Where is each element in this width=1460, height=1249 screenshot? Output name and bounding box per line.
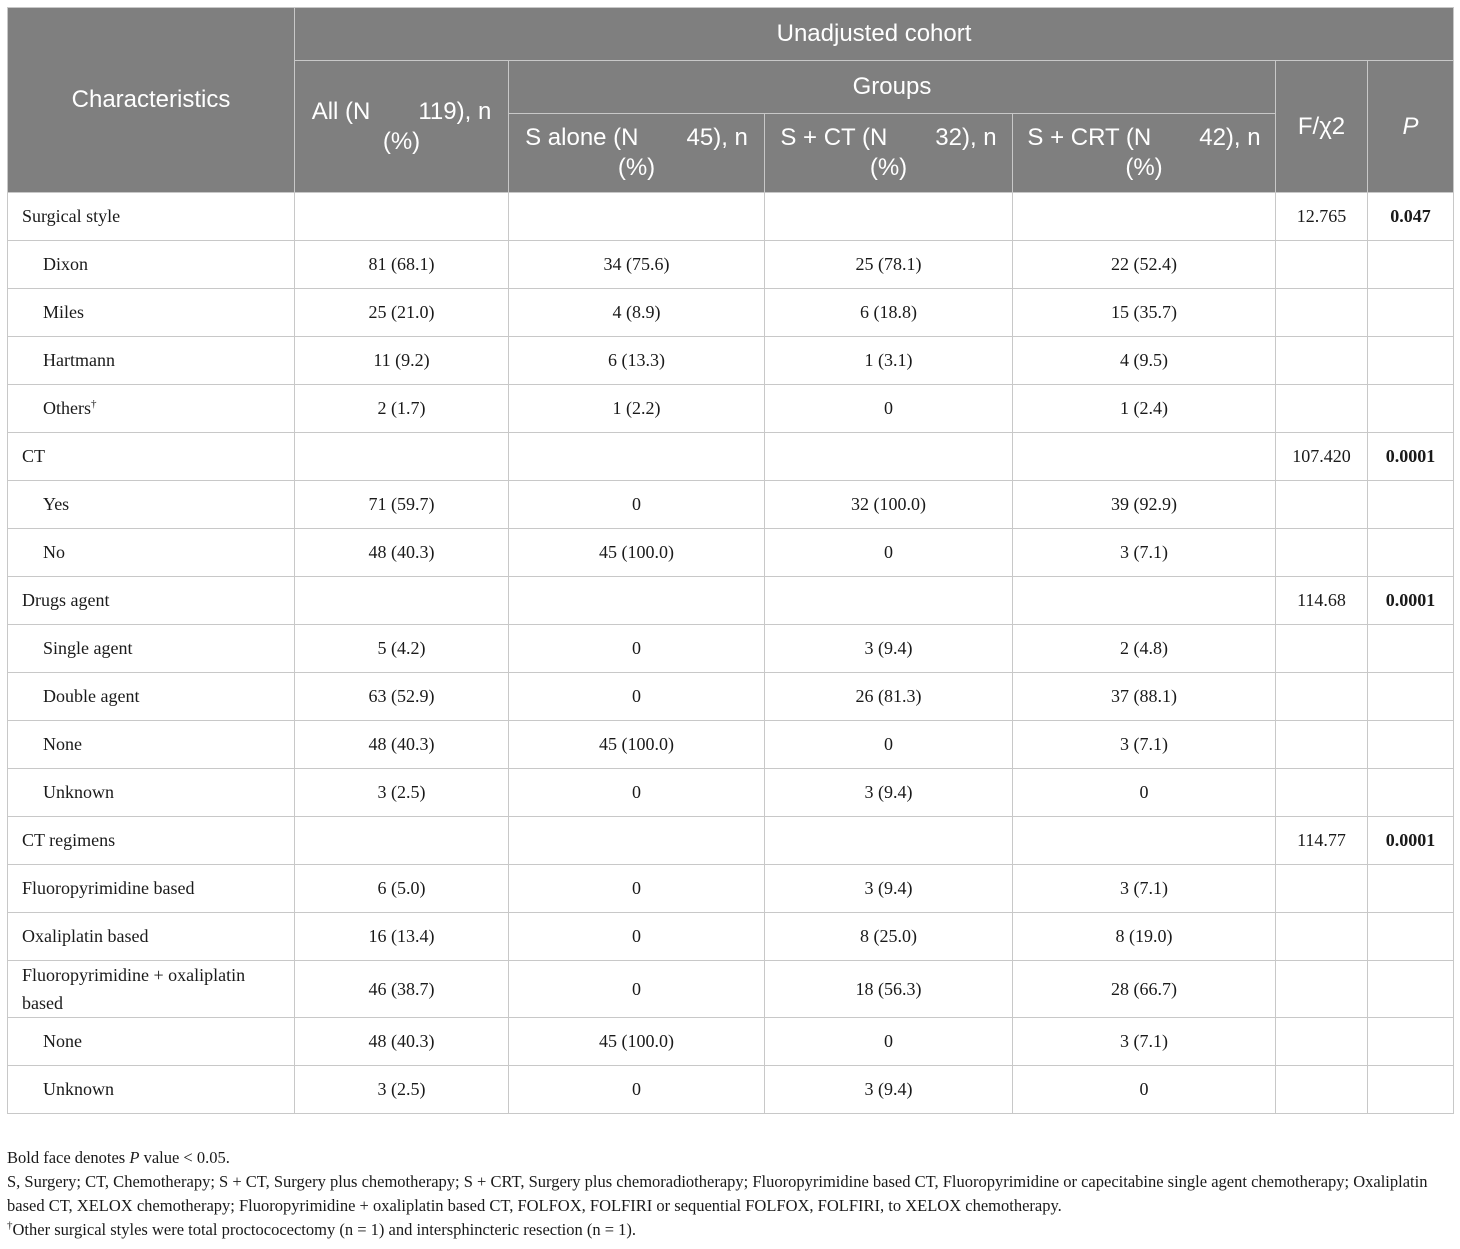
cell-s-crt: 3 (7.1) — [1013, 529, 1276, 577]
cell-s-ct: 32 (100.0) — [765, 481, 1013, 529]
cell-p — [1368, 865, 1454, 913]
cell-s-alone: 0 — [509, 1066, 765, 1114]
row-label: None — [8, 721, 295, 769]
cell-s-crt: 28 (66.7) — [1013, 961, 1276, 1018]
cell-s-ct: 6 (18.8) — [765, 289, 1013, 337]
bold-note-end: value < 0.05. — [139, 1148, 230, 1167]
cell-all: 16 (13.4) — [295, 913, 509, 961]
table-row — [8, 817, 1454, 865]
table-row — [8, 769, 1454, 817]
cell-s-crt: 0 — [1013, 1066, 1276, 1114]
cell-p — [1368, 769, 1454, 817]
cell-s-ct — [765, 193, 1013, 241]
cell-s-alone: 6 (13.3) — [509, 337, 765, 385]
cell-f: 114.68 — [1276, 577, 1368, 625]
cell-s-crt — [1013, 193, 1276, 241]
cell-p — [1368, 385, 1454, 433]
cell-all: 63 (52.9) — [295, 673, 509, 721]
cell-s-ct — [765, 577, 1013, 625]
header-s-alone: S alone (N 45), n (%) — [509, 114, 765, 193]
cell-s-ct: 26 (81.3) — [765, 673, 1013, 721]
cell-p — [1368, 481, 1454, 529]
row-label: Surgical style — [8, 193, 295, 241]
row-label: Fluoropyrimidine + oxaliplatin based — [8, 961, 295, 1018]
cell-f — [1276, 1018, 1368, 1066]
header-p: P — [1368, 61, 1454, 193]
cell-s-alone — [509, 817, 765, 865]
cell-s-crt: 8 (19.0) — [1013, 913, 1276, 961]
cell-f — [1276, 241, 1368, 289]
bold-note — [7, 1146, 1457, 1170]
cell-s-ct: 0 — [765, 1018, 1013, 1066]
header-s-ct: S + CT (N 32), n (%) — [765, 114, 1013, 193]
cell-all: 6 (5.0) — [295, 865, 509, 913]
table-footnotes — [7, 1146, 1457, 1242]
cell-all: 48 (40.3) — [295, 1018, 509, 1066]
cell-s-crt: 2 (4.8) — [1013, 625, 1276, 673]
row-label: Drugs agent — [8, 577, 295, 625]
table-row — [8, 721, 1454, 769]
row-label: Fluoropyrimidine based — [8, 865, 295, 913]
cell-s-ct: 3 (9.4) — [765, 625, 1013, 673]
cell-s-alone — [509, 433, 765, 481]
cell-all: 48 (40.3) — [295, 529, 509, 577]
row-label: Single agent — [8, 625, 295, 673]
cell-s-alone: 45 (100.0) — [509, 721, 765, 769]
table-row — [8, 913, 1454, 961]
cell-p — [1368, 721, 1454, 769]
cell-s-alone: 0 — [509, 481, 765, 529]
row-label: Miles — [8, 289, 295, 337]
cell-all — [295, 433, 509, 481]
cell-s-crt: 0 — [1013, 769, 1276, 817]
cell-f — [1276, 721, 1368, 769]
cell-s-alone: 0 — [509, 769, 765, 817]
cell-s-ct: 3 (9.4) — [765, 769, 1013, 817]
bold-note-p: P — [129, 1148, 140, 1167]
bold-note-text: Bold face denotes — [7, 1148, 130, 1167]
cell-s-alone — [509, 577, 765, 625]
cell-all: 81 (68.1) — [295, 241, 509, 289]
dagger-note-text: Other surgical styles were total proctococectomy (n = 1) and intersphincteric resection (n = 1). — [12, 1220, 637, 1239]
cell-f — [1276, 337, 1368, 385]
cell-f — [1276, 769, 1368, 817]
cell-s-crt: 1 (2.4) — [1013, 385, 1276, 433]
table-row — [8, 433, 1454, 481]
cell-f — [1276, 289, 1368, 337]
cell-s-crt: 22 (52.4) — [1013, 241, 1276, 289]
cell-s-crt — [1013, 817, 1276, 865]
cell-s-crt: 3 (7.1) — [1013, 865, 1276, 913]
cell-s-ct: 25 (78.1) — [765, 241, 1013, 289]
cell-all: 46 (38.7) — [295, 961, 509, 1018]
cell-f — [1276, 961, 1368, 1018]
cell-s-crt: 4 (9.5) — [1013, 337, 1276, 385]
table-row — [8, 577, 1454, 625]
header-characteristics: Characteristics — [8, 8, 295, 193]
cell-s-ct: 1 (3.1) — [765, 337, 1013, 385]
cell-s-alone: 0 — [509, 865, 765, 913]
header-unadjusted-cohort: Unadjusted cohort — [295, 8, 1454, 61]
cell-p — [1368, 625, 1454, 673]
row-label: Dixon — [8, 241, 295, 289]
cell-s-crt — [1013, 577, 1276, 625]
cell-p: 0.0001 — [1368, 817, 1454, 865]
row-label: None — [8, 1018, 295, 1066]
table-row — [8, 961, 1454, 1018]
cell-f: 12.765 — [1276, 193, 1368, 241]
cell-s-ct: 3 (9.4) — [765, 865, 1013, 913]
dagger-note — [7, 1218, 1457, 1242]
cell-all: 2 (1.7) — [295, 385, 509, 433]
cell-s-ct: 8 (25.0) — [765, 913, 1013, 961]
table-row — [8, 865, 1454, 913]
cell-p: 0.0001 — [1368, 433, 1454, 481]
cell-p — [1368, 673, 1454, 721]
cell-s-alone: 1 (2.2) — [509, 385, 765, 433]
cell-s-crt: 37 (88.1) — [1013, 673, 1276, 721]
cell-s-alone: 45 (100.0) — [509, 1018, 765, 1066]
row-label-cell — [8, 385, 295, 433]
dagger-mark: † — [7, 1219, 13, 1232]
cell-s-alone: 34 (75.6) — [509, 241, 765, 289]
row-label: Double agent — [8, 673, 295, 721]
cell-all: 3 (2.5) — [295, 769, 509, 817]
cell-all: 3 (2.5) — [295, 1066, 509, 1114]
cell-s-ct: 0 — [765, 385, 1013, 433]
table-row — [8, 337, 1454, 385]
table-row — [8, 1018, 1454, 1066]
row-label: Unknown — [8, 769, 295, 817]
table-row — [8, 673, 1454, 721]
cell-s-crt: 39 (92.9) — [1013, 481, 1276, 529]
cell-p: 0.047 — [1368, 193, 1454, 241]
characteristics-table — [7, 7, 1454, 1114]
cell-s-ct: 3 (9.4) — [765, 1066, 1013, 1114]
cell-s-crt: 15 (35.7) — [1013, 289, 1276, 337]
header-f-chi: F/χ2 — [1276, 61, 1368, 193]
cell-s-alone: 0 — [509, 673, 765, 721]
row-label: CT — [8, 433, 295, 481]
cell-p — [1368, 961, 1454, 1018]
abbreviation-note: S, Surgery; CT, Chemotherapy; S + CT, Surgery plus chemotherapy; S + CRT, Surgery plus chemoradiotherapy; Fluoropyrimidine based CT, Fluoropyrimidine or capecitabine single agent chemotherapy; Oxaliplatin based CT, XELOX chemotherapy; Fluoropyrimidine + oxaliplatin based CT, FOLFOX, FOLFIRI or sequential FOLFOX, FOLFIRI, to XELOX chemotherapy. — [7, 1172, 1428, 1215]
cell-s-alone: 0 — [509, 913, 765, 961]
cell-f: 114.77 — [1276, 817, 1368, 865]
row-label: Others — [43, 398, 91, 418]
cell-s-ct: 0 — [765, 721, 1013, 769]
cell-p — [1368, 1066, 1454, 1114]
row-label: No — [8, 529, 295, 577]
table-row — [8, 385, 1454, 433]
cell-f — [1276, 529, 1368, 577]
table-row — [8, 529, 1454, 577]
cell-all — [295, 193, 509, 241]
cell-p — [1368, 241, 1454, 289]
cell-s-ct: 18 (56.3) — [765, 961, 1013, 1018]
cell-f — [1276, 625, 1368, 673]
cell-s-ct: 0 — [765, 529, 1013, 577]
row-label: Hartmann — [8, 337, 295, 385]
cell-f — [1276, 385, 1368, 433]
table-row — [8, 625, 1454, 673]
cell-s-ct — [765, 817, 1013, 865]
cell-all: 11 (9.2) — [295, 337, 509, 385]
cell-all: 5 (4.2) — [295, 625, 509, 673]
dagger-mark: † — [91, 398, 97, 410]
table-row — [8, 241, 1454, 289]
row-label: Oxaliplatin based — [8, 913, 295, 961]
table-row — [8, 481, 1454, 529]
cell-f — [1276, 1066, 1368, 1114]
cell-p — [1368, 289, 1454, 337]
cell-all: 48 (40.3) — [295, 721, 509, 769]
cell-all: 25 (21.0) — [295, 289, 509, 337]
cell-all — [295, 577, 509, 625]
row-label: Yes — [8, 481, 295, 529]
cell-s-crt — [1013, 433, 1276, 481]
cell-all — [295, 817, 509, 865]
header-all: All (N 119), n (%) — [295, 61, 509, 193]
header-groups: Groups — [509, 61, 1276, 114]
cell-f — [1276, 865, 1368, 913]
cell-s-alone: 0 — [509, 961, 765, 1018]
cell-s-crt: 3 (7.1) — [1013, 1018, 1276, 1066]
cell-p — [1368, 913, 1454, 961]
row-label: Unknown — [8, 1066, 295, 1114]
row-label: CT regimens — [8, 817, 295, 865]
header-s-crt: S + CRT (N 42), n (%) — [1013, 114, 1276, 193]
cell-p: 0.0001 — [1368, 577, 1454, 625]
cell-p — [1368, 529, 1454, 577]
cell-f — [1276, 673, 1368, 721]
table-row — [8, 289, 1454, 337]
cell-s-alone: 4 (8.9) — [509, 289, 765, 337]
cell-p — [1368, 1018, 1454, 1066]
table-container — [7, 7, 1453, 1114]
cell-p — [1368, 337, 1454, 385]
table-row — [8, 1066, 1454, 1114]
cell-all: 71 (59.7) — [295, 481, 509, 529]
cell-s-ct — [765, 433, 1013, 481]
table-row — [8, 193, 1454, 241]
cell-f: 107.420 — [1276, 433, 1368, 481]
cell-s-alone — [509, 193, 765, 241]
cell-s-alone: 45 (100.0) — [509, 529, 765, 577]
cell-s-crt: 3 (7.1) — [1013, 721, 1276, 769]
cell-f — [1276, 913, 1368, 961]
cell-s-alone: 0 — [509, 625, 765, 673]
cell-f — [1276, 481, 1368, 529]
